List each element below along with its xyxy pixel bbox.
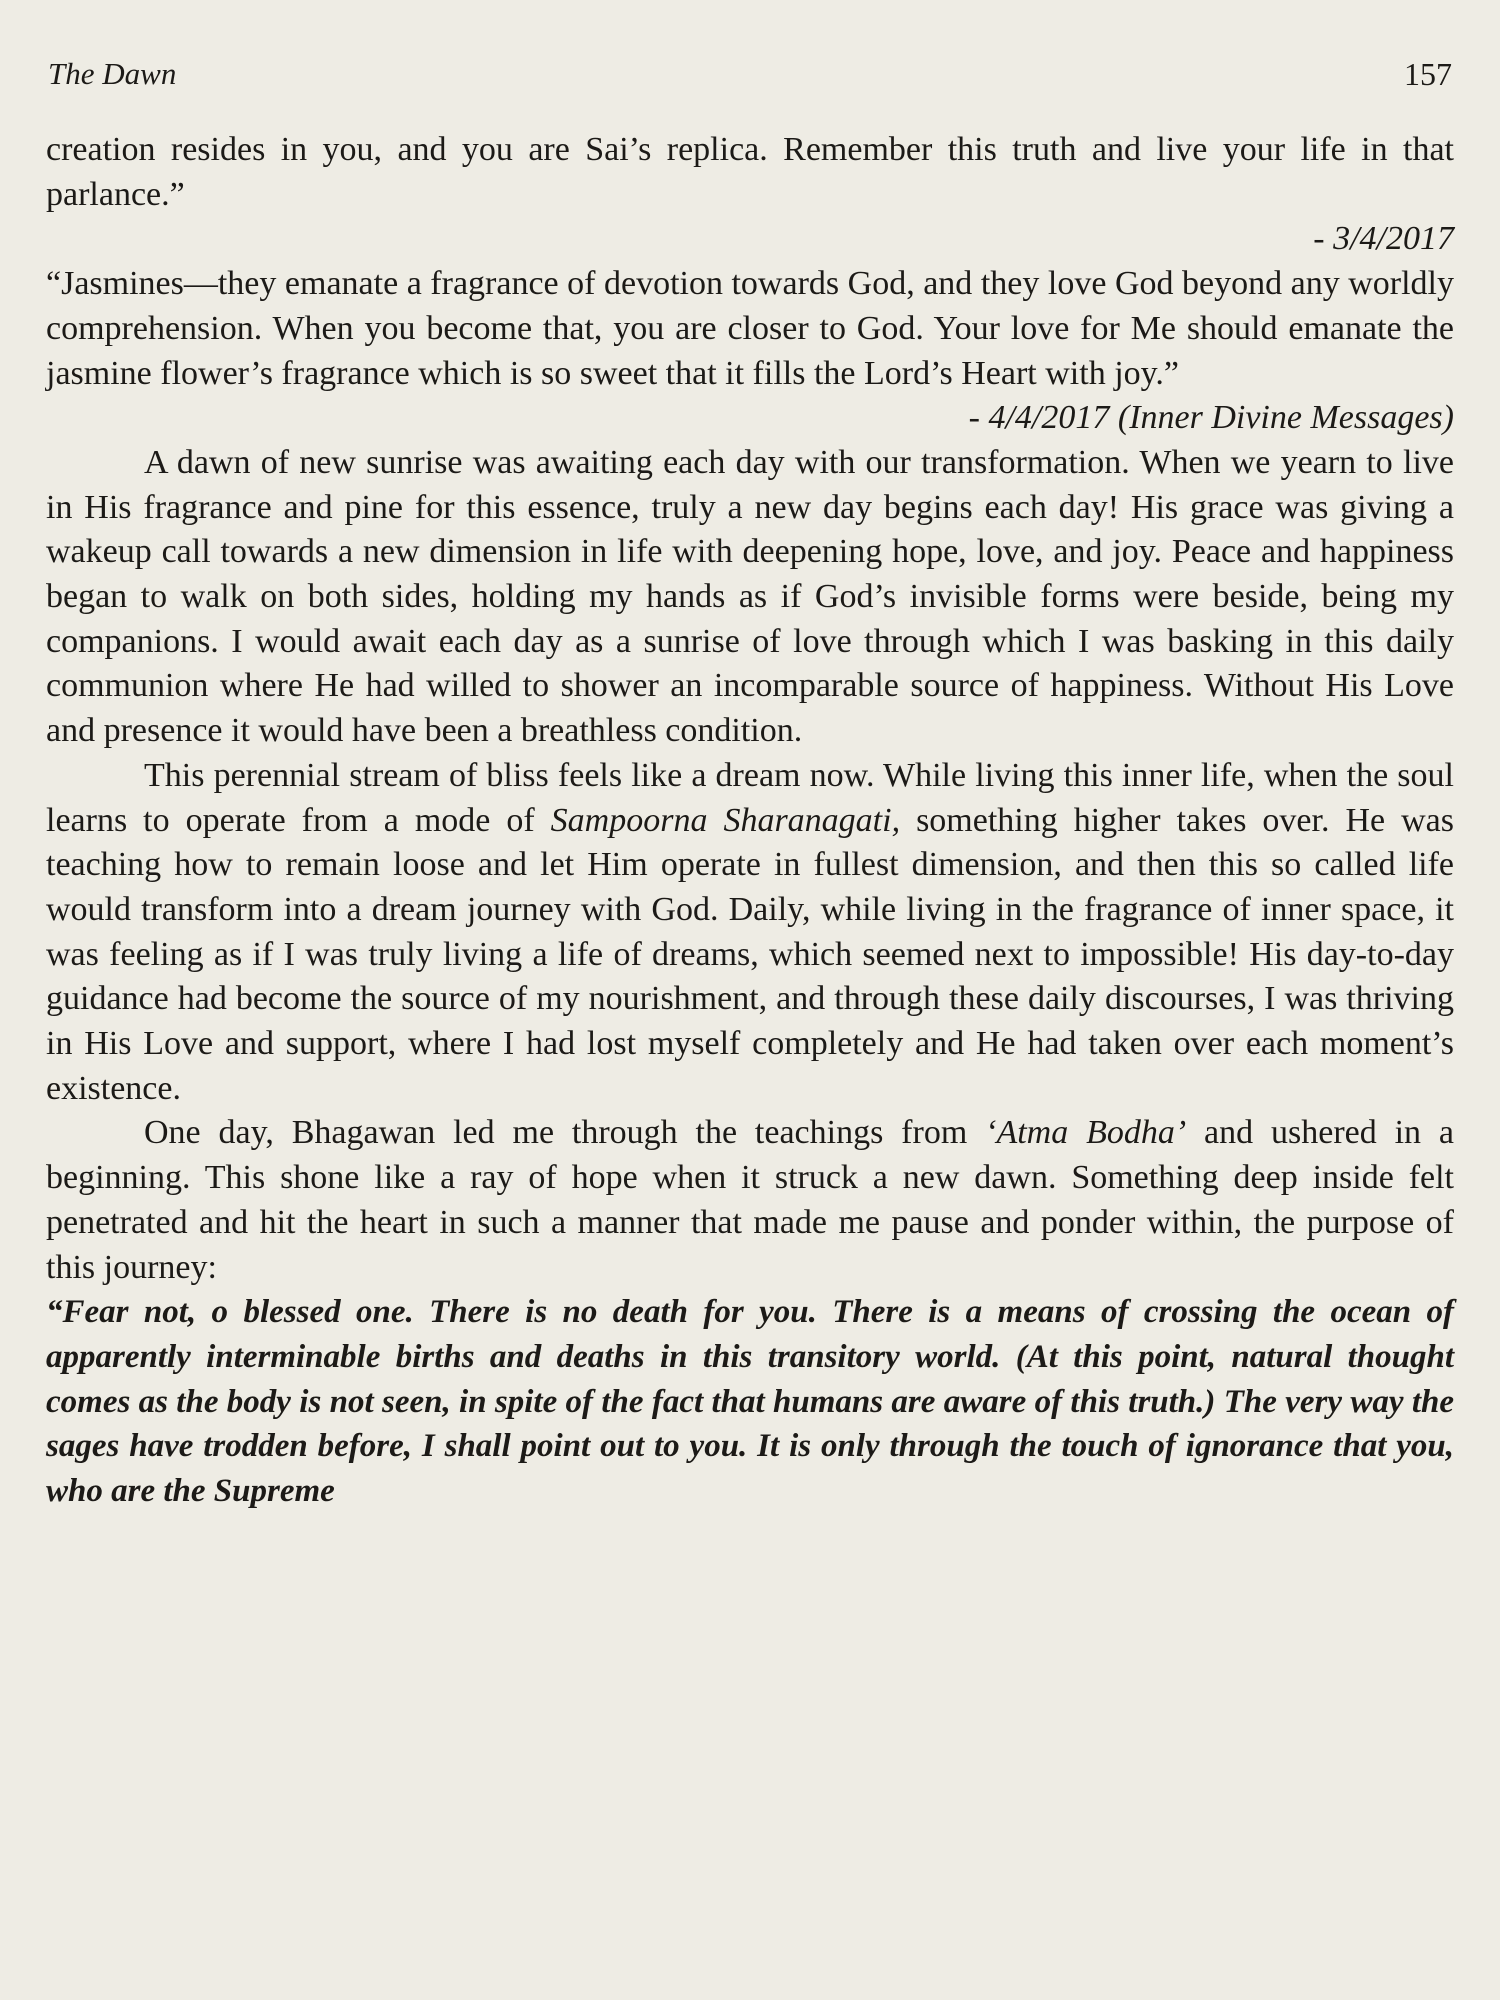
jasmine-quote-date xyxy=(46,396,1454,441)
page-number: 157 xyxy=(1404,56,1452,92)
quote-continued: creation resides in you, and you are Sai’s replica. Remember this truth and live your life in that parlance.” xyxy=(46,131,1454,213)
paragraph-start: One day, Bhagawan led me through the teachings from xyxy=(144,1114,986,1152)
date-source: (Inner Divine Messages) xyxy=(1117,399,1454,437)
paragraph-bliss-end: something higher takes over. He was teaching how to remain loose and let Him operate in fullest dimension, and then this so called life would transform into a dream journey with God. Daily, while living in the fragrance of inner space, it was feeling as if I was truly living a life of dreams, which seemed next to impossible! His day-to-day guidance had become the source of my nourishment, and through these daily discourses, I was thriving in His Love and support, where I had lost myself completely and He had taken over each moment’s existence. xyxy=(46,801,1454,1107)
atma-bodha-quote: “Fear not, o blessed one. There is no death for you. There is a means of crossing the ocean of apparently interminable births and deaths in this transitory world. (At this point, natural thought comes as the body is not seen, in spite of the fact that humans are aware of this truth.) The very way the sages have trodden before, I shall point out to you. It is only through the touch of ignorance that you, who are the Supreme xyxy=(46,1294,1454,1510)
quote-date: - 3/4/2017 xyxy=(1313,220,1454,258)
book-title: ‘Atma Bodha’ xyxy=(985,1114,1187,1152)
paragraph-end: and ushered in a beginning. This shone like a ray of hope when it struck a new dawn. Something deep inside felt penetrated and hit the heart in such a manner that made me pause and ponder within, the purpose of this journey: xyxy=(46,1114,1454,1286)
date-text: - 4/4/2017 xyxy=(968,399,1118,437)
paragraph-bliss xyxy=(46,754,1454,1112)
paragraph-bliss-start: This perennial stream of bliss feels like a dream now. While living this inner life, when the soul learns to operate from a mode of xyxy=(46,756,1454,839)
sanskrit-term: Sampoorna Sharanagati, xyxy=(550,801,901,839)
jasmine-quote: “Jasmines—they emanate a fragrance of devotion towards God, and they love God beyond any worldly comprehension. When you become that, you are closer to God. Your love for Me should emanate the jasmine flower’s fragrance which is so sweet that it fills the Lord’s Heart with joy.” xyxy=(46,265,1454,392)
paragraph-atma-bodha xyxy=(46,1111,1454,1290)
page-body xyxy=(46,128,1454,1514)
paragraph-dawn: A dawn of new sunrise was awaiting each day with our transformation. When we yearn to live in His fragrance and pine for this essence, truly a new day begins each day! His grace was giving a wakeup call towards a new dimension in life with deepening hope, love, and joy. Peace and happiness began to walk on both sides, holding my hands as if God’s invisible forms were beside, being my companions. I would await each day as a sunrise of love through which I was basking in this daily communion where He had willed to shower an incomparable source of happiness. Without His Love and presence it would have been a breathless condition. xyxy=(46,443,1454,750)
chapter-title: The Dawn xyxy=(48,56,177,91)
